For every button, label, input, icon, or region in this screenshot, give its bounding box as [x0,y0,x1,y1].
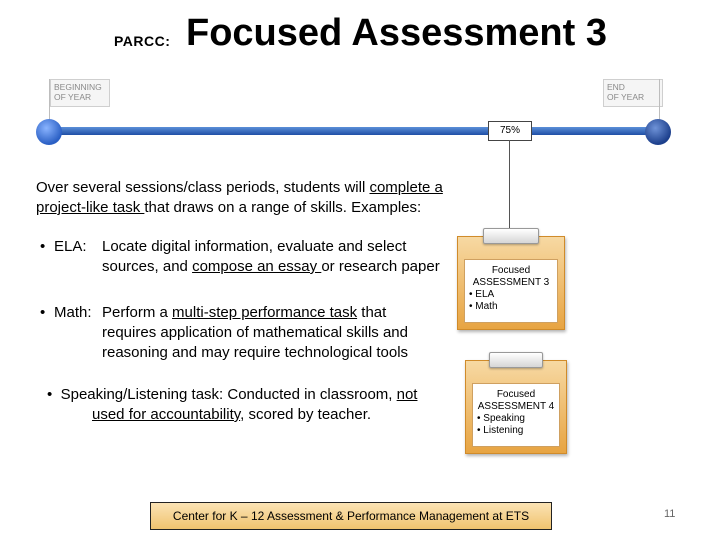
assessment-3-card [457,236,565,330]
assessment-4-item-speaking-text: Speaking [483,413,525,424]
beginning-tick-line [49,79,50,121]
end-tick-line [659,79,660,121]
ela-bullet-marker: • [40,238,46,255]
speaking-bullet-marker: • [47,386,61,403]
body-text [36,178,446,425]
math-text-1: Perform a [102,304,173,321]
ela-underlined: compose an essay [192,258,322,275]
beginning-of-year-label [50,79,110,107]
ela-bullet [36,237,446,277]
speaking-bullet [36,385,446,425]
assessment-3-item-ela-text: ELA [475,289,495,300]
math-bullet [36,303,446,363]
assessment-4-card-body [472,383,560,447]
footer-banner: Center for K – 12 Assessment & Performance Management at ETS [150,502,552,530]
ela-text-2: or research paper [321,258,440,275]
math-underlined: multi-step performance task [172,304,358,321]
assessment-4-item-listening: • Listening [477,425,524,436]
page-number: 11 [664,508,676,520]
speaking-label: Speaking/Listening task: [60,386,224,403]
title-prefix: PARCC: [114,33,171,49]
assessment-3-line2: ASSESSMENT 3 [472,277,550,288]
timeline-start-dot [36,119,62,145]
clipboard-clip-icon [483,228,539,244]
ela-label: ELA: [54,238,87,255]
ela-text-1: Locate digital information, evaluate and select sources, and [102,238,407,275]
assessment-4-line2: ASSESSMENT 4 [477,401,555,412]
speaking-text-1: Conducted in classroom, [223,386,397,403]
progress-marker-label: 75% [488,121,532,141]
math-text-2: that requires application of mathematical skills and reasoning and may require technological tools [102,304,409,361]
math-bullet-marker: • [40,304,46,321]
assessment-3-item-ela: • ELA [469,289,495,300]
intro-text-1: Over several sessions/class periods, students will [36,179,370,196]
speaking-underlined: not used for accountability [92,386,418,423]
assessment-3-line1: Focused [491,265,531,276]
intro-underlined: complete a project-like task [36,179,443,216]
end-label-line1: END [607,82,625,92]
timeline-end-dot [645,119,671,145]
beginning-label-line2: OF YEAR [54,92,92,102]
assessment-4-item-listening-text: Listening [483,425,524,436]
end-label-line2: OF YEAR [607,92,645,102]
assessment-3-card-body [464,259,558,323]
clipboard-clip-icon-2 [489,352,543,368]
intro-paragraph [36,178,446,218]
assessment-3-item-math: • Math [469,301,498,312]
assessment-4-card [465,360,567,454]
page-title: Focused Assessment 3 [186,12,607,54]
assessment-3-item-math-text: Math [475,301,498,312]
speaking-text-2: , scored by teacher. [240,406,372,423]
assessment-4-line1: Focused [496,389,536,400]
assessment-4-item-speaking: • Speaking [477,413,525,424]
math-label: Math: [54,304,92,321]
beginning-label-line1: BEGINNING [54,82,102,92]
intro-text-2: that draws on a range of skills. Examples: [144,199,422,216]
connector-line [509,140,510,238]
end-of-year-label [603,79,663,107]
timeline-bar [48,127,660,135]
